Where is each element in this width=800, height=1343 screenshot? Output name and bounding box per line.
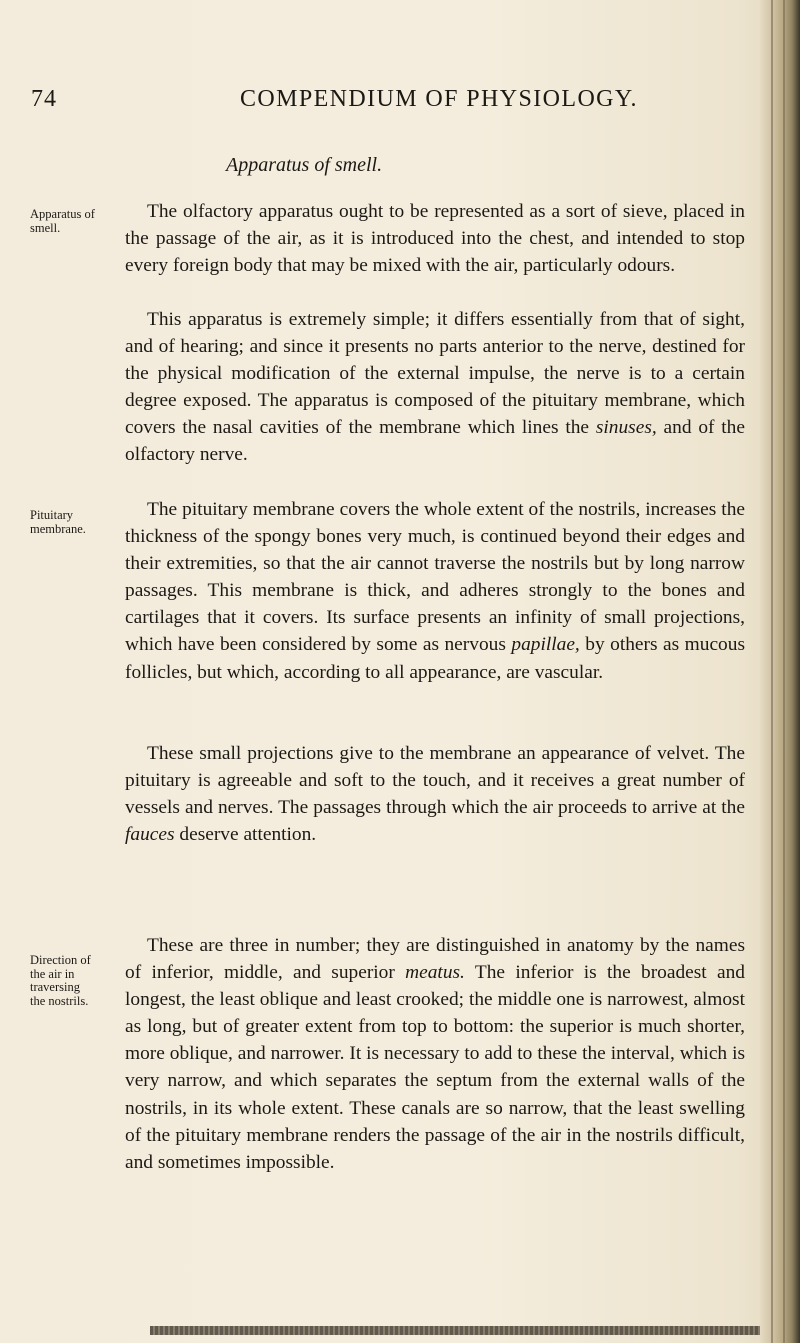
paragraph-text: and of the olfactory nerve. [125,417,745,466]
page-gutter-shadow [760,0,800,1343]
paragraph-italic: meatus. [405,962,465,984]
paragraph-4 [125,740,745,848]
paragraph-3 [125,496,745,686]
binding-line [771,0,773,1343]
paragraph-text: These small projections give to the membrane an appearance of velvet. The pituitary is agreeable and soft to the touch, and it receives a great number of vessels and nerves. The passages through which the air proceeds to arrive at the [125,743,745,819]
paragraph-text: The inferior is the broadest and longest, the least oblique and least crooked; the middle one is narrowest, almost as long, but of greater extent from top to bottom: the superior is much shorter, more oblique, and narrower. It is necessary to add to these the interval, which is very narrow, and which separates the septum from the external walls of the nostrils, in its whole extent. These canals are so narrow, that the least swelling of the pituitary membrane renders the passage of the air in the nostrils difficult, and sometimes impossible. [125,962,745,1173]
section-title: Apparatus of smell. [226,154,383,176]
paragraph-2 [125,306,745,469]
paragraph-text: deserve attention. [174,824,317,846]
margin-note-direction: Direction of the air in traversing the nostrils. [30,953,91,1008]
running-head [0,86,800,126]
paragraph-text: The pituitary membrane covers the whole extent of the nostrils, increases the thickness of the spongy bones very much, is continued beyond their edges and their extremities, so that the air cannot traverse the nostrils but by long narrow passages. This membrane is thick, and adheres strongly to the bones and cartilages that it covers. Its surface presents an infinity of small projections, which have been considered by some as nervous [125,499,745,656]
paragraph-text: by others as mucous follicles, but which, according to all appearance, are vascular. [125,634,745,683]
paragraph-italic: sinuses, [595,417,657,439]
paragraph-text: This apparatus is extremely simple; it differs essentially from that of sight, and of hearing; and since it presents no parts anterior to the nerve, destined for the physical modification of the external impulse, the nerve is to a certain degree exposed. The apparatus is composed of the pituitary membrane, which covers the nasal cavities of the membrane which lines the [125,309,745,439]
running-title: COMPENDIUM OF PHYSIOLOGY. [240,86,638,112]
binding-line [783,0,785,1343]
paragraph-text: The olfactory apparatus ought to be represented as a sort of sieve, placed in the passage of the air, as it is introduced into the chest, and intended to stop every foreign body that may be mixed with the air, particularly odours. [125,201,745,277]
paragraph-italic: fauces [125,824,175,846]
page-bottom-edge [150,1326,760,1335]
page-number: 74 [31,86,57,112]
paragraph-1 [125,198,745,279]
paragraph-text: These are three in number; they are distinguished in anatomy by the names of inferior, middle, and superior [125,935,745,984]
margin-note-apparatus: Apparatus of smell. [30,207,95,235]
paragraph-5 [125,932,745,1176]
paragraph-italic: papillae, [511,634,580,656]
margin-note-pituitary: Pituitary membrane. [30,508,86,536]
